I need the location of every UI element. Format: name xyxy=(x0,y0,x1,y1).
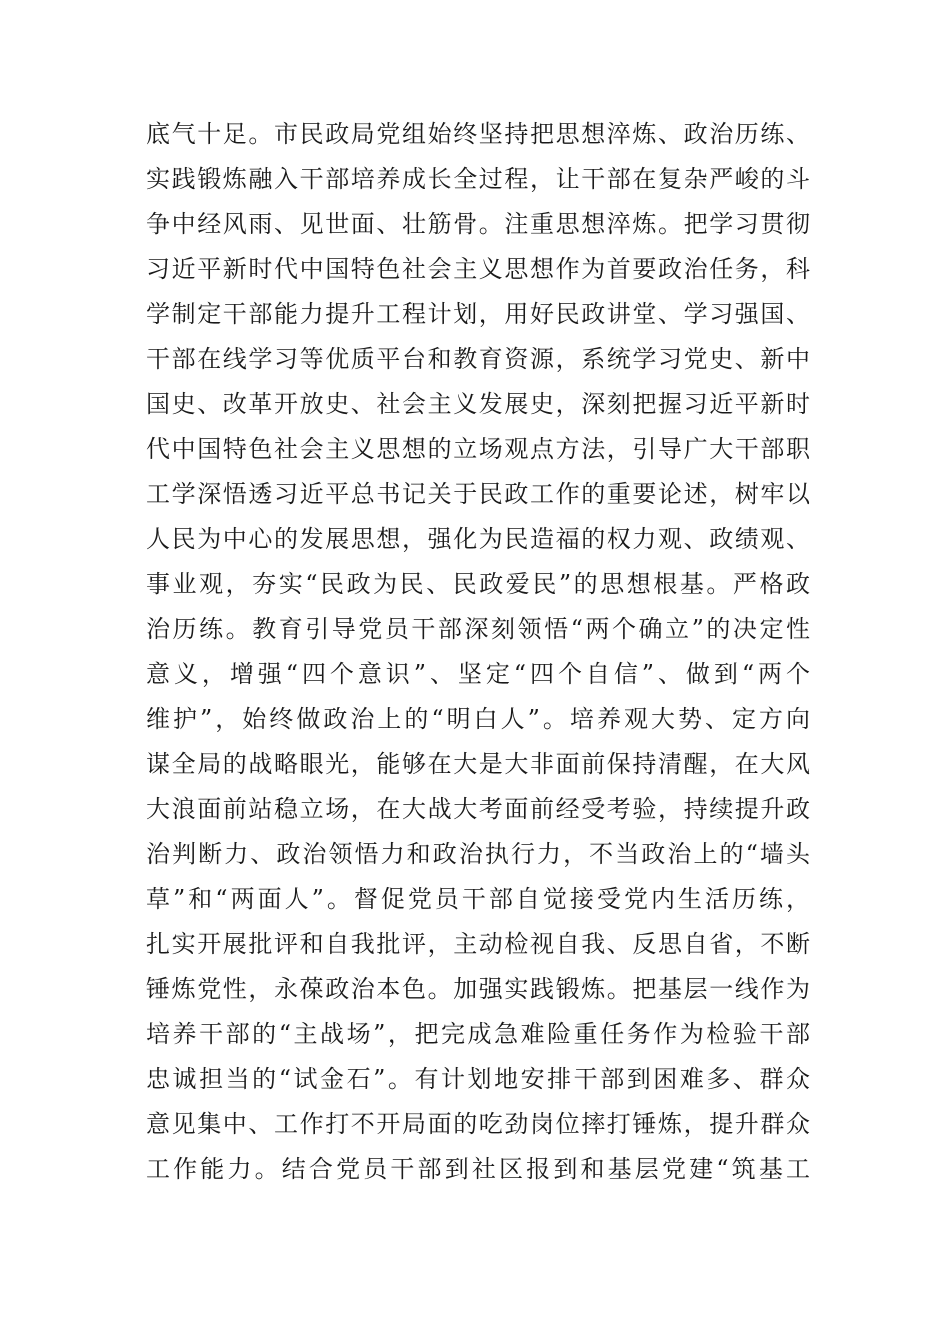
text-line: 工作能力。结合党员干部到社区报到和基层党建“筑基工 xyxy=(146,1155,810,1183)
text-line: 培养干部的“主战场”，把完成急难险重任务作为检验干部 xyxy=(146,1020,810,1048)
text-line: 事业观，夯实“民政为民、民政爱民”的思想根基。严格政 xyxy=(146,570,810,598)
text-line: 学制定干部能力提升工程计划，用好民政讲堂、学习强国、 xyxy=(146,300,810,328)
text-line: 意义，增强“四个意识”、坚定“四个自信”、做到“两个 xyxy=(146,660,810,688)
text-line: 扎实开展批评和自我批评，主动检视自我、反思自省，不断 xyxy=(146,930,810,958)
text-line: 干部在线学习等优质平台和教育资源，系统学习党史、新中 xyxy=(146,345,810,373)
text-line: 实践锻炼融入干部培养成长全过程，让干部在复杂严峻的斗 xyxy=(146,165,810,193)
text-line: 国史、改革开放史、社会主义发展史，深刻把握习近平新时 xyxy=(146,390,810,418)
text-line: 习近平新时代中国特色社会主义思想作为首要政治任务，科 xyxy=(146,255,810,283)
text-line: 争中经风雨、见世面、壮筋骨。注重思想淬炼。把学习贯彻 xyxy=(146,210,810,238)
text-line: 底气十足。市民政局党组始终坚持把思想淬炼、政治历练、 xyxy=(146,120,810,148)
text-line: 工学深悟透习近平总书记关于民政工作的重要论述，树牢以 xyxy=(146,480,810,508)
text-line: 大浪面前站稳立场，在大战大考面前经受考验，持续提升政 xyxy=(146,795,810,823)
text-line: 治历练。教育引导党员干部深刻领悟“两个确立”的决定性 xyxy=(146,615,810,643)
text-line: 人民为中心的发展思想，强化为民造福的权力观、政绩观、 xyxy=(146,525,810,553)
text-line: 谋全局的战略眼光，能够在大是大非面前保持清醒，在大风 xyxy=(146,750,810,778)
text-line: 锤炼党性，永葆政治本色。加强实践锻炼。把基层一线作为 xyxy=(146,975,810,1003)
text-line: 维护”，始终做政治上的“明白人”。培养观大势、定方向 xyxy=(146,705,810,733)
text-line: 治判断力、政治领悟力和政治执行力，不当政治上的“墙头 xyxy=(146,840,810,868)
text-line: 意见集中、工作打不开局面的吃劲岗位摔打锤炼，提升群众 xyxy=(146,1110,810,1138)
text-line: 代中国特色社会主义思想的立场观点方法，引导广大干部职 xyxy=(146,435,810,463)
text-line: 忠诚担当的“试金石”。有计划地安排干部到困难多、群众 xyxy=(146,1065,810,1093)
text-line: 草”和“两面人”。督促党员干部自觉接受党内生活历练， xyxy=(146,885,810,913)
